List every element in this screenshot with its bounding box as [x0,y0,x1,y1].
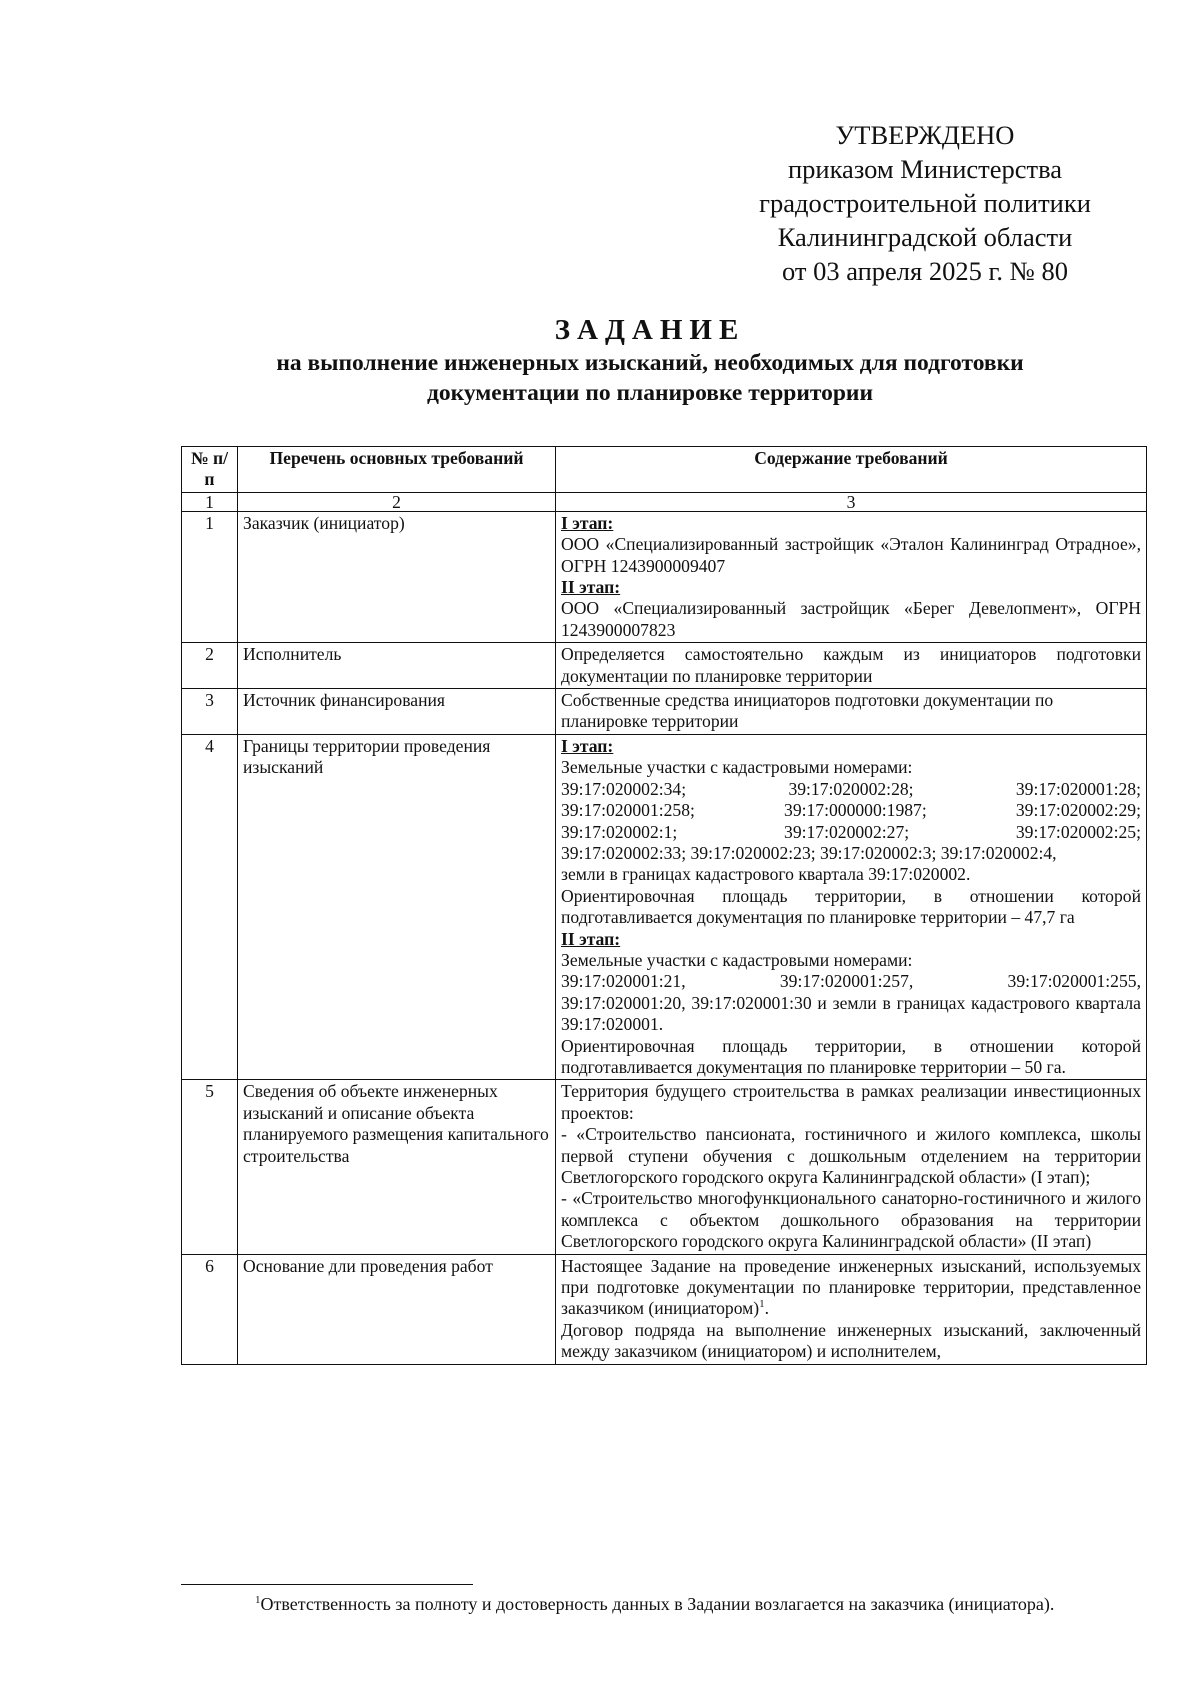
title-heading: ЗАДАНИЕ [554,314,746,346]
row-label: Сведения об объекте инженерных изысканий и описание объекта планируемого размещения капитального строительства [238,1080,556,1254]
cadastral-number: 39:17:020002:1; [561,821,678,842]
table-row [182,1080,1147,1254]
approval-line: градостроительной политики [759,188,1091,218]
cadastral-number: 39:17:020001:28; [1015,778,1141,799]
table-row [182,643,1147,689]
cadastral-number: 39:17:000000:1987; [784,800,927,821]
title-subtitle-line2: документации по планировке территории [426,380,874,406]
row-number: 3 [182,689,238,735]
cadastral-number: 39:17:020002:27; [784,821,910,842]
project-item: - «Строительство пансионата, гостиничного и жилого комплекса, школы первой ступени обучения с дошкольным отделением на территории Светлогорского городского округа Калининградской области» (I этап); [561,1124,1141,1187]
cadastral-number: 39:17:020002:25; [1015,821,1141,842]
cadastral-number: 39:17:020001:257, [779,971,914,992]
approval-line: приказом Министерства [787,154,1063,184]
document-title [150,312,1150,408]
header-content: Содержание требований [556,447,1147,493]
cadastral-number: 39:17:020001:21, [561,971,686,992]
cadastral-line: 39:17:020001:20, 39:17:020001:30 и земли в границах кадастрового квартала 39:17:020001. [561,992,1141,1035]
cadastral-line [561,800,1141,821]
table-header-row [182,447,1147,493]
cadastral-line [561,779,1141,800]
basis-paragraph-end: . [764,1298,770,1319]
table-row [182,511,1147,642]
approval-line: от 03 апреля 2025 г. № 80 [781,256,1069,286]
row-content [556,1254,1147,1364]
cadastral-line [561,822,1141,843]
cadastral-number: 39:17:020002:34; [561,778,687,799]
basis-paragraph-text: Настоящее Задание на проведение инженерных изысканий, используемых при подготовке документации по планировке территории, представленное заказчиком (инициатором) [561,1255,1141,1319]
approval-line: УТВЕРЖДЕНО [835,120,1015,150]
approval-block [700,118,1150,288]
row-number: 6 [182,1254,238,1364]
header-num: № п/п [182,447,238,493]
stage-title: II этап: [561,577,621,598]
stage-intro: Земельные участки с кадастровыми номерами: [561,757,913,778]
row-content: Собственные средства инициаторов подготовки документации по планировке территории [556,689,1147,735]
stage-text: ООО «Специализированный застройщик «Эталон Калининград Отрадное», ОГРН 1243900009407 [561,534,1141,576]
basis-paragraph [561,1256,1141,1320]
cadastral-line [561,971,1141,992]
cadastral-number: 39:17:020002:29; [1015,800,1141,821]
area-text: Ориентировочная площадь территории, в отношении которой подготавливается документация по планировке территории – 50 га. [561,1035,1141,1077]
area-text: Ориентировочная площадь территории, в отношении которой подготавливается документация по планировке территории – 47,7 га [561,885,1141,928]
requirements-table [181,446,1147,1365]
row-content [556,734,1147,1080]
stage-intro: Земельные участки с кадастровыми номерами: [561,949,913,970]
stage-title: II этап: [561,928,621,949]
table-row [182,689,1147,735]
row-label: Основание дли проведения работ [238,1254,556,1364]
table-row [182,734,1147,1080]
row-number: 5 [182,1080,238,1254]
project-item: - «Строительство многофункционального санаторно-гостиничного и жилого комплекса с объектом дошкольного образования на территории Светлогорского городского округа Калининградской области» (II этап) [561,1188,1141,1252]
row-number: 2 [182,643,238,689]
cadastral-line: 39:17:020002:33; 39:17:020002:23; 39:17:020002:3; 39:17:020002:4, [561,842,1057,863]
column-number: 3 [556,492,1147,511]
table-row [182,1254,1147,1364]
header-requirements: Перечень основных требований [238,447,556,493]
approval-line: Калининградской области [777,222,1073,252]
footnote-separator [181,1584,473,1585]
stage-title: I этап: [561,735,614,756]
row-content [556,511,1147,642]
row-content: Определяется самостоятельно каждым из инициаторов подготовки документации по планировке территории [556,643,1147,689]
title-subtitle-line1: на выполнение инженерных изысканий, необходимых для подготовки [276,350,1024,376]
cadastral-number: 39:17:020001:255, [1007,971,1141,992]
row-label: Границы территории проведения изысканий [238,734,556,1080]
column-number-row [182,492,1147,511]
row-number: 1 [182,511,238,642]
footnote [255,1594,1054,1615]
row-number: 4 [182,734,238,1080]
cadastral-number: 39:17:020001:258; [561,800,695,821]
footnote-mark: 1 [255,1594,261,1606]
row-label: Заказчик (инициатор) [238,511,556,642]
cadastral-line: земли в границах кадастрового квартала 39:17:020002. [561,864,971,885]
stage-title: I этап: [561,512,614,533]
footnote-text: Ответственность за полноту и достоверность данных в Задании возлагается на заказчика (инициатора). [260,1594,1055,1614]
column-number: 1 [182,492,238,511]
stage-text: ООО «Специализированный застройщик «Берег Девелопмент», ОГРН 1243900007823 [561,598,1141,640]
contract-paragraph: Договор подряда на выполнение инженерных изысканий, заключенный между заказчиком (инициатором) и исполнителем, [561,1319,1141,1362]
row-label: Исполнитель [238,643,556,689]
column-number: 2 [238,492,556,511]
footnote-ref: 1 [759,1298,765,1311]
cadastral-number: 39:17:020002:28; [788,778,914,799]
row-content [556,1080,1147,1254]
row-label: Источник финансирования [238,689,556,735]
intro-text: Территория будущего строительства в рамках реализации инвестиционных проектов: [561,1081,1141,1123]
